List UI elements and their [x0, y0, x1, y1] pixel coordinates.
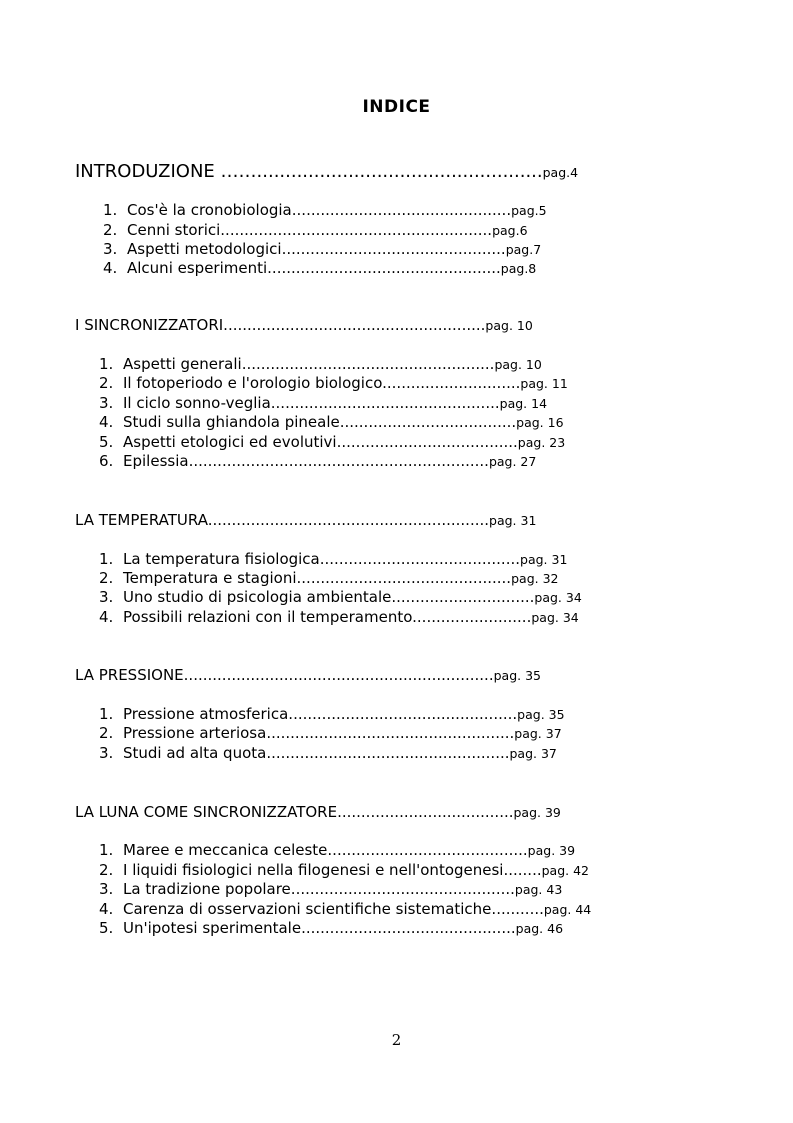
toc-entry-number: 4.	[99, 413, 114, 431]
toc-leader: .................................................	[267, 259, 501, 277]
toc-entry-label: La temperatura fisiologica	[123, 550, 320, 568]
toc-entry-number: 4.	[99, 608, 114, 626]
toc-leader: ……..................................................	[214, 161, 543, 182]
toc-leader: .............................	[382, 374, 521, 392]
toc-entry-number: 1.	[99, 355, 114, 373]
toc-entry-number: 2.	[99, 861, 114, 879]
toc-entry[interactable]	[99, 746, 557, 761]
toc-heading-label: I SINCRONIZZATORI	[75, 316, 224, 334]
toc-page: pag. 35	[493, 668, 541, 683]
toc-page: pag. 14	[499, 396, 548, 411]
toc-entry-number: 4.	[99, 900, 114, 918]
toc-entry-label: Uno studio di psicologia ambientale	[123, 588, 392, 606]
toc-entry[interactable]	[99, 843, 575, 858]
toc-leader: ................................................	[288, 705, 518, 723]
toc-leader: .........................	[412, 608, 532, 626]
toc-leader: ...........	[491, 900, 544, 918]
toc-entry-number: 3.	[99, 744, 114, 762]
toc-heading-sincronizzatori[interactable]	[75, 318, 533, 333]
toc-heading-label: INTRODUZIONE	[75, 161, 215, 182]
toc-entry-label: Carenza di osservazioni scientifiche sistematiche	[123, 900, 492, 918]
toc-page: pag. 27	[488, 454, 537, 469]
toc-entry[interactable]	[103, 242, 541, 257]
toc-heading-label: LA LUNA COME SINCRONIZZATORE	[75, 803, 338, 821]
toc-entry-number: 1.	[103, 201, 118, 219]
toc-page: pag.8	[500, 261, 537, 276]
toc-entry[interactable]	[99, 435, 565, 450]
toc-page: pag. 34	[534, 590, 582, 605]
toc-entry[interactable]	[99, 610, 579, 625]
toc-leader: ...............................................	[281, 240, 506, 258]
toc-entry[interactable]	[99, 902, 591, 917]
toc-entry-number: 3.	[103, 240, 118, 258]
toc-entry[interactable]	[99, 454, 536, 469]
toc-leader: ..............................................	[291, 201, 512, 219]
toc-entry[interactable]	[99, 396, 547, 411]
toc-page: pag.5	[511, 203, 547, 218]
toc-entry-number: 5.	[99, 433, 114, 451]
toc-entry[interactable]	[99, 590, 582, 605]
toc-entry-number: 2.	[99, 374, 114, 392]
toc-page: pag. 34	[531, 610, 579, 625]
toc-entry-number: 1.	[99, 550, 114, 568]
toc-page: pag.4	[542, 165, 579, 180]
toc-page: pag. 10	[494, 357, 542, 372]
toc-entry-label: Possibili relazioni con il temperamento	[123, 608, 413, 626]
toc-entry-label: La tradizione popolare	[123, 880, 291, 898]
toc-entry-label: Aspetti generali	[123, 355, 242, 373]
toc-entry[interactable]	[99, 726, 562, 741]
toc-heading-temperatura[interactable]	[75, 513, 536, 528]
toc-entry-label: Pressione atmosferica	[123, 705, 289, 723]
toc-page: pag. 31	[489, 513, 537, 528]
toc-entry-label: Un'ipotesi sperimentale	[123, 919, 302, 937]
toc-entry[interactable]	[99, 863, 589, 878]
toc-entry-number: 6.	[99, 452, 114, 470]
toc-entry-label: Aspetti metodologici	[127, 240, 282, 258]
toc-page: pag. 39	[527, 843, 576, 858]
toc-leader: .....................................................	[241, 355, 495, 373]
toc-entry[interactable]	[99, 707, 565, 722]
toc-leader: ........	[503, 861, 542, 879]
toc-entry-number: 2.	[99, 569, 114, 587]
toc-page: pag. 31	[520, 552, 568, 567]
toc-entry-number: 3.	[99, 588, 114, 606]
toc-entry-number: 3.	[99, 394, 114, 412]
toc-leader: ..............................	[391, 588, 535, 606]
toc-entry-number: 2.	[99, 724, 114, 742]
toc-leader: ......................................	[336, 433, 518, 451]
toc-entry[interactable]	[99, 571, 558, 586]
toc-leader: ...........................................................	[207, 511, 490, 529]
toc-leader: ...............................................................	[188, 452, 489, 470]
toc-leader: .....................................	[337, 803, 514, 821]
toc-entry-number: 3.	[99, 880, 114, 898]
toc-page: pag. 44	[543, 902, 592, 917]
toc-entry-label: Cos'è la cronobiologia	[127, 201, 292, 219]
toc-entry-label: Cenni storici	[127, 221, 221, 239]
toc-page: pag.6	[492, 223, 528, 238]
toc-page: pag. 11	[520, 376, 568, 391]
toc-leader: .............................................	[301, 919, 516, 937]
toc-entry-number: 1.	[99, 841, 114, 859]
toc-heading-introduzione[interactable]	[75, 163, 578, 181]
toc-leader: ...............................................	[290, 880, 515, 898]
toc-page: pag. 39	[513, 805, 561, 820]
page-number: 2	[391, 1031, 402, 1049]
toc-entry-label: Il fotoperiodo e l'orologio biologico	[123, 374, 383, 392]
index-title: INDICE	[362, 97, 431, 117]
toc-page: pag. 10	[485, 318, 533, 333]
toc-entry[interactable]	[99, 376, 568, 391]
toc-entry-number: 4.	[103, 259, 118, 277]
toc-entry[interactable]	[99, 921, 563, 936]
toc-leader: ..........................................	[319, 550, 521, 568]
toc-leader: .......................................................	[223, 316, 486, 334]
toc-entry-label: Epilessia	[123, 452, 189, 470]
toc-leader: .................................................................	[183, 666, 494, 684]
toc-leader: ...................................................	[266, 744, 510, 762]
toc-leader: .............................................	[296, 569, 512, 587]
toc-page: pag. 23	[517, 435, 566, 450]
toc-entry[interactable]	[99, 415, 564, 430]
toc-entry[interactable]	[99, 882, 562, 897]
toc-heading-label: LA TEMPERATURA	[75, 511, 208, 529]
toc-page: pag. 35	[517, 707, 565, 722]
toc-entry[interactable]	[103, 223, 528, 238]
toc-leader: ..........................................	[327, 841, 528, 859]
toc-entry-number: 5.	[99, 919, 114, 937]
toc-entry-label: Temperatura e stagioni	[123, 569, 297, 587]
toc-entry-label: I liquidi fisiologici nella filogenesi e nell'ontogenesi	[123, 861, 504, 879]
toc-entry[interactable]	[103, 261, 536, 276]
toc-entry-label: Pressione arteriosa	[123, 724, 267, 742]
toc-heading-pressione[interactable]	[75, 668, 541, 683]
toc-leader: ................................................	[270, 394, 500, 412]
toc-entry-number: 1.	[99, 705, 114, 723]
toc-page: pag. 46	[515, 921, 564, 936]
toc-entry[interactable]	[103, 203, 547, 218]
toc-page: pag. 43	[514, 882, 563, 897]
toc-page: pag. 37	[509, 746, 557, 761]
toc-entry[interactable]	[99, 552, 567, 567]
toc-leader: ....................................................	[266, 724, 515, 742]
toc-entry-label: Il ciclo sonno-veglia	[123, 394, 271, 412]
toc-entry-number: 2.	[103, 221, 118, 239]
toc-page: pag. 32	[511, 571, 559, 586]
toc-entry-label: Studi sulla ghiandola pineale	[123, 413, 340, 431]
toc-leader: .........................................................	[220, 221, 493, 239]
toc-entry[interactable]	[99, 357, 542, 372]
toc-heading-label: LA PRESSIONE	[75, 666, 184, 684]
toc-leader: .....................................	[339, 413, 517, 431]
toc-entry-label: Alcuni esperimenti	[127, 259, 268, 277]
toc-page: pag.7	[505, 242, 542, 257]
toc-page: pag. 16	[516, 415, 564, 430]
toc-page: pag. 42	[541, 863, 590, 878]
toc-entry-label: Aspetti etologici ed evolutivi	[123, 433, 337, 451]
toc-entry-label: Maree e meccanica celeste	[123, 841, 328, 859]
toc-heading-luna[interactable]	[75, 805, 561, 820]
toc-page: pag. 37	[514, 726, 562, 741]
toc-entry-label: Studi ad alta quota	[123, 744, 267, 762]
